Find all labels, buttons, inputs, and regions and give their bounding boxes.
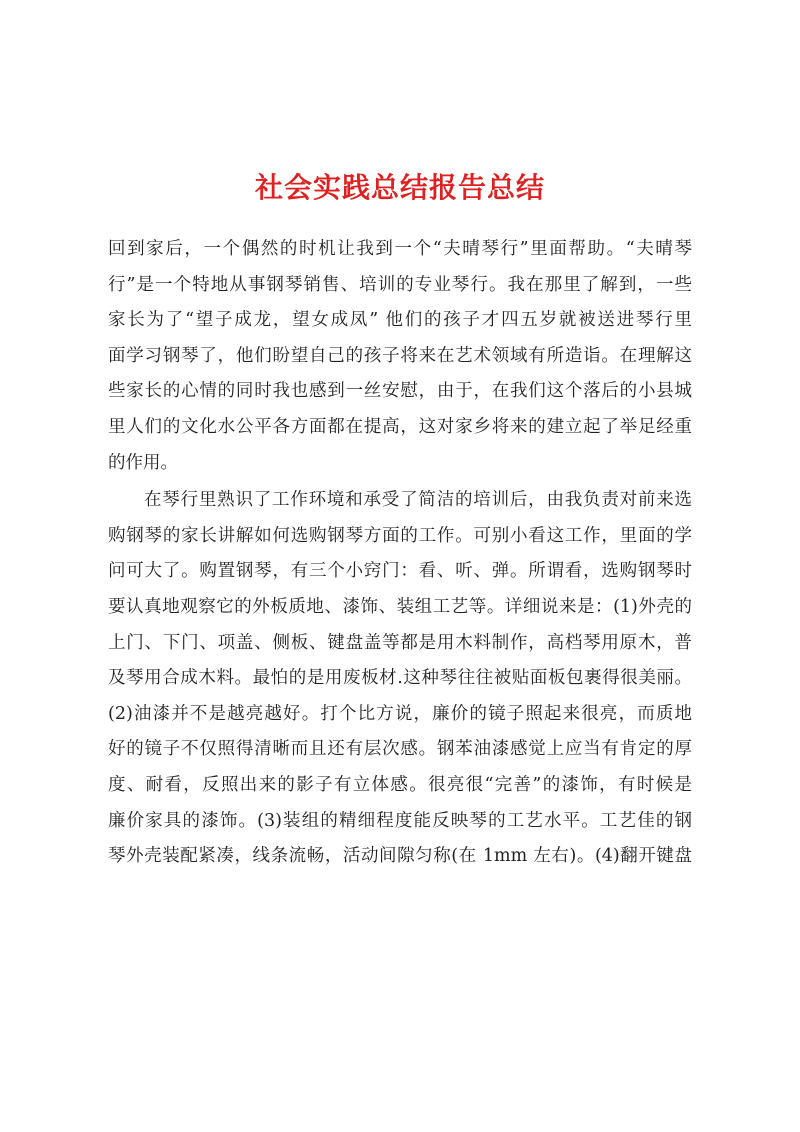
text-line: (2)油漆并不是越亮越好。打个比方说，廉价的镜子照起来很亮，而质地 <box>108 703 692 724</box>
text-line: 度、耐看，反照出来的影子有立体感。很亮很“完善”的漆饰，有时候是 <box>108 774 692 795</box>
text-line: 购钢琴的家长讲解如何选购钢琴方面的工作。可别小看这工作，里面的学 <box>108 525 692 546</box>
paragraph-2 <box>108 483 692 875</box>
text-line: 问可大了。购置钢琴，有三个小窍门：看、听、弹。所谓看，选购钢琴时 <box>108 561 692 582</box>
text-line: 面学习钢琴了，他们盼望自己的孩子将来在艺术领域有所造诣。在理解这 <box>108 345 692 366</box>
text-line: 及琴用合成木料。最怕的是用废板材.这种琴往往被贴面板包裹得很美丽。 <box>108 668 692 689</box>
text-line: 琴外壳装配紧凑，线条流畅，活动间隙匀称(在 1mm 左右)。(4)翻开键盘 <box>108 846 692 867</box>
text-line: 在琴行里熟识了工作环境和承受了简洁的培训后，由我负责对前来选 <box>144 490 692 511</box>
text-line: 家长为了“望子成龙，望女成凤” 他们的孩子才四五岁就被送进琴行里 <box>108 310 692 331</box>
text-line: 里人们的文化水公平各方面都在提高，这对家乡将来的建立起了举足经重 <box>108 416 692 437</box>
text-line: 些家长的心情的同时我也感到一丝安慰，由于，在我们这个落后的小县城 <box>108 381 692 402</box>
text-line: 行”是一个特地从事钢琴销售、培训的专业琴行。我在那里了解到，一些 <box>108 274 692 295</box>
text-line: 好的镜子不仅照得清晰而且还有层次感。钢苯油漆感觉上应当有肯定的厚 <box>108 739 692 760</box>
document-body <box>108 232 692 875</box>
document-title: 社会实践总结报告总结 <box>254 171 545 204</box>
text-line: 廉价家具的漆饰。(3)装组的精细程度能反映琴的工艺水平。工艺佳的钢 <box>108 810 692 831</box>
text-line: 要认真地观察它的外板质地、漆饰、装组工艺等。详细说来是：(1)外壳的 <box>108 596 692 617</box>
paragraph-1 <box>108 232 692 481</box>
text-line: 的作用。 <box>108 452 178 473</box>
text-line: 上门、下门、项盖、侧板、键盘盖等都是用木料制作，高档琴用原木，普 <box>108 632 692 653</box>
text-line: 回到家后，一个偶然的时机让我到一个“夫晴琴行”里面帮助。“夫晴琴 <box>108 239 692 259</box>
